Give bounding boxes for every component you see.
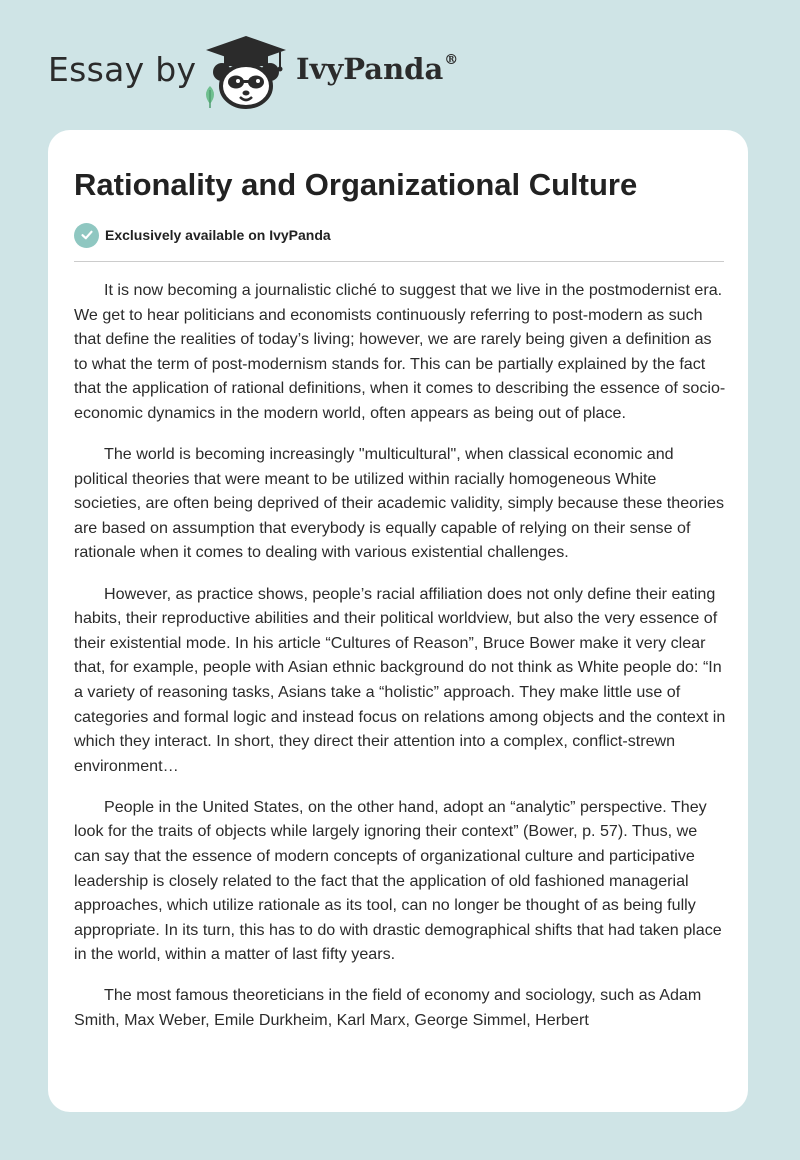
brand-text: IvyPanda [296, 52, 444, 86]
essay-card [48, 130, 748, 1112]
essay-body [74, 278, 726, 1049]
badge-label: Exclusively available on IvyPanda [105, 227, 331, 243]
paragraph: The world is becoming increasingly "multicultural", when classical economic and political theories that were meant to be utilized within racially homogeneous White societies, are often being deprived of their academic validity, simply because these theories are based on assumption that everybody is equally capable of relying on their sense of rationale when it comes to dealing with various existential challenges. [74, 445, 725, 562]
exclusive-badge [74, 222, 331, 248]
paragraph: However, as practice shows, people’s racial affiliation does not only define their eating habits, their reproductive abilities and their political worldview, but also the very essence of their existential mode. In his article “Cultures of Reason”, Bruce Bower make it very clear that, for example, people with Asian ethnic background do not think as White people do: “In a variety of reasoning tasks, Asians take a “holistic” approach. They make little use of categories and formal logic and instead focus on relations among objects and the context in which they interact. In short, they direct their attention into a complex, conflict-strewn environment… [74, 584, 726, 775]
paragraph: It is now becoming a journalistic cliché to suggest that we live in the postmodernist era. We get to hear politicians and economists continuously referring to post-modern as such that define the realities of today’s living; however, we are rarely being given a definition as to what the term of post-modernism stands for. This can be partially explained by the fact that the application of rational definitions, when it comes to describing the essence of socio-economic dynamics in the modern world, often appears as being out of place. [74, 281, 726, 422]
site-header [0, 0, 800, 130]
registered-mark: ® [444, 52, 459, 69]
brand-name[interactable] [296, 52, 458, 86]
essay-by-label: Essay by [48, 50, 197, 89]
paragraph: The most famous theoreticians in the field of economy and sociology, such as Adam Smith, Max Weber, Emile Durkheim, Karl Marx, George Simmel, Herbert [74, 986, 702, 1030]
essay-title: Rationality and Organizational Culture [74, 167, 638, 202]
panda-graduate-logo-icon[interactable] [200, 34, 292, 110]
paragraph: People in the United States, on the other hand, adopt an “analytic” perspective. They look for the traits of objects while largely ignoring their context” (Bower, p. 57). Thus, we can say that the essence of modern concepts of organizational culture and participative leadership is closely related to the fact that the application of old fashioned managerial approaches, which utilize rationale as its tool, can no longer be thought of as being fully appropriate. In its turn, this has to do with drastic demographical shifts that had taken place in the world, within a matter of last fifty years. [74, 797, 722, 964]
divider [74, 261, 724, 262]
check-circle-icon [74, 223, 99, 248]
